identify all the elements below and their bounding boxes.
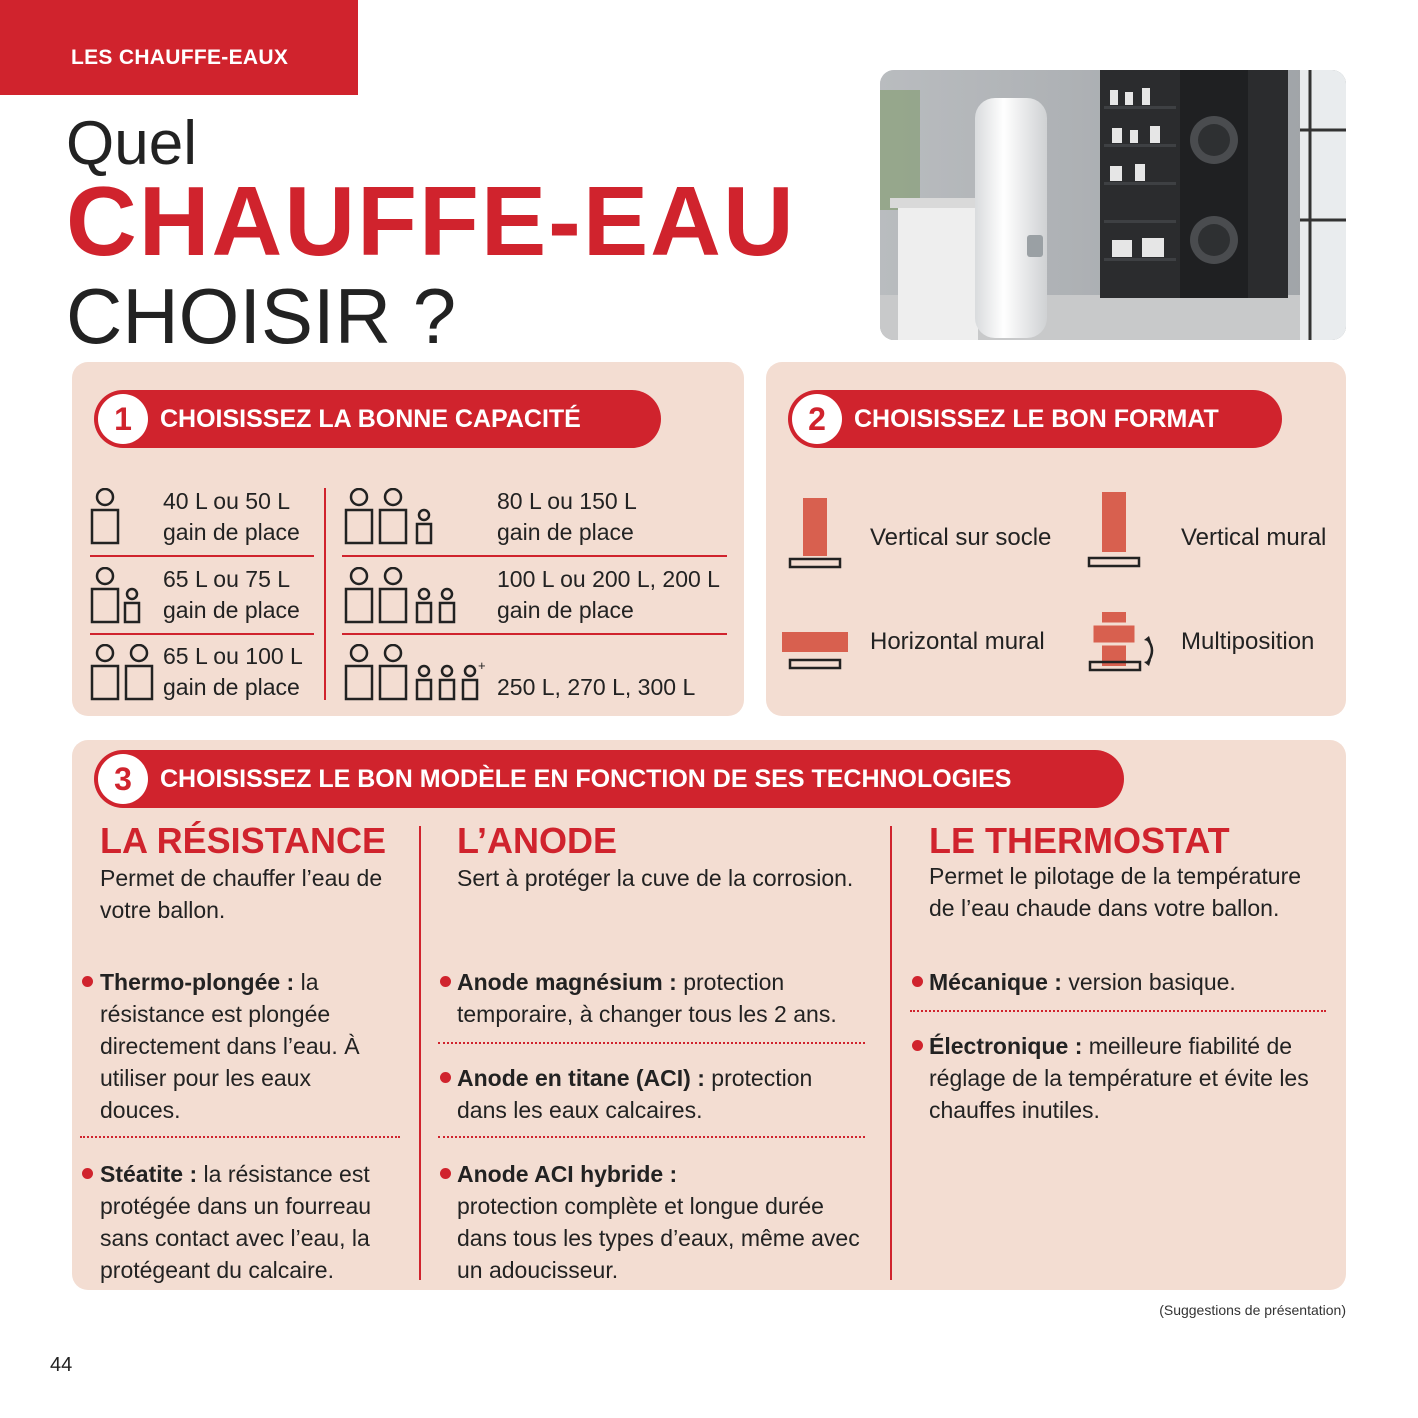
format-vertical-wall: Vertical mural xyxy=(1181,524,1327,551)
step-1-number: 1 xyxy=(98,394,148,444)
capacity-row-3: 65 L ou 100 L gain de place xyxy=(163,643,303,700)
step-2-number: 2 xyxy=(792,394,842,444)
water-heater-photo xyxy=(880,70,1346,340)
technology-panel xyxy=(72,740,1346,1290)
capacity-row-4: 80 L ou 150 L gain de place xyxy=(497,488,637,545)
thermostat-intro: Permet le pilotage de la température de l’eau chaude dans votre ballon. xyxy=(929,863,1302,921)
bullet-icon xyxy=(912,1040,923,1051)
person-2-icon xyxy=(88,567,148,627)
capacity-row-1: 40 L ou 50 L gain de place xyxy=(163,488,300,545)
bullet-icon xyxy=(440,1168,451,1179)
bullet-icon xyxy=(82,1168,93,1179)
thermostat-item-1: Mécanique : version basique. xyxy=(929,969,1236,995)
capacity-row-6: 250 L, 270 L, 300 L xyxy=(497,674,696,700)
title-line-2: CHAUFFE-EAU xyxy=(66,166,796,276)
thermostat-title: LE THERMOSTAT xyxy=(929,820,1230,861)
resistance-item-2: Stéatite : la résistance est protégée dans un fourreau sans contact avec l’eau, la protégeant du calcaire. xyxy=(100,1161,372,1283)
title-line-3: CHOISIR ? xyxy=(66,272,457,360)
step-3-label: CHOISISSEZ LE BON MODÈLE EN FONCTION DE SES TECHNOLOGIES xyxy=(160,764,1012,793)
section-tag xyxy=(0,0,358,95)
anode-item-1: Anode magnésium : protection temporaire, à changer tous les 2 ans. xyxy=(457,969,837,1027)
bullet-icon xyxy=(440,976,451,987)
format-vertical-floor: Vertical sur socle xyxy=(870,524,1052,551)
bullet-icon xyxy=(82,976,93,987)
vertical-floor-icon xyxy=(788,498,844,570)
anode-item-3: Anode ACI hybride : protection complète et longue durée dans tous les types d’eaux, même avec un adoucisseur. xyxy=(457,1161,860,1283)
section-tag-label: LES CHAUFFE-EAUX xyxy=(71,46,289,69)
capacity-row-5: 100 L ou 200 L, 200 L gain de place xyxy=(497,566,720,623)
person-5-icon xyxy=(342,567,462,627)
anode-item-2: Anode en titane (ACI) : protection dans les eaux calcaires. xyxy=(457,1065,813,1123)
vertical-wall-icon xyxy=(1086,492,1142,570)
step-1-header xyxy=(94,390,661,448)
step-3-number: 3 xyxy=(98,754,148,804)
resistance-intro: Permet de chauffer l’eau de votre ballon. xyxy=(100,865,383,923)
person-3-icon xyxy=(88,644,158,704)
anode-intro: Sert à protéger la cuve de la corrosion. xyxy=(457,865,854,891)
step-2-label: CHOISISSEZ LE BON FORMAT xyxy=(854,404,1219,433)
horizontal-wall-icon xyxy=(780,630,852,674)
presentation-note: (Suggestions de présentation) xyxy=(1159,1302,1346,1318)
person-6-icon xyxy=(342,644,492,704)
title-line-1: Quel xyxy=(66,109,197,178)
thermostat-item-2: Électronique : meilleure fiabilité de réglage de la température et évite les chauffes inutiles. xyxy=(929,1033,1309,1123)
anode-title: L’ANODE xyxy=(457,820,618,861)
page-number: 44 xyxy=(50,1354,73,1376)
step-3-header xyxy=(94,750,1124,808)
resistance-item-1: Thermo-plongée : la résistance est plongée directement dans l’eau. À utiliser pour les eaux douces. xyxy=(100,969,360,1123)
multiposition-icon xyxy=(1088,610,1164,676)
person-1-icon xyxy=(88,488,128,548)
format-horizontal-wall: Horizontal mural xyxy=(870,628,1045,655)
plus-sign: + xyxy=(478,658,486,673)
bullet-icon xyxy=(912,976,923,987)
person-4-icon xyxy=(342,488,442,548)
capacity-panel xyxy=(72,362,744,716)
resistance-title: LA RÉSISTANCE xyxy=(100,820,387,861)
format-multiposition: Multiposition xyxy=(1181,628,1315,655)
format-panel xyxy=(766,362,1346,716)
step-1-label: CHOISISSEZ LA BONNE CAPACITÉ xyxy=(160,404,581,433)
capacity-row-2: 65 L ou 75 L gain de place xyxy=(163,566,300,623)
bullet-icon xyxy=(440,1072,451,1083)
step-2-header xyxy=(788,390,1282,448)
